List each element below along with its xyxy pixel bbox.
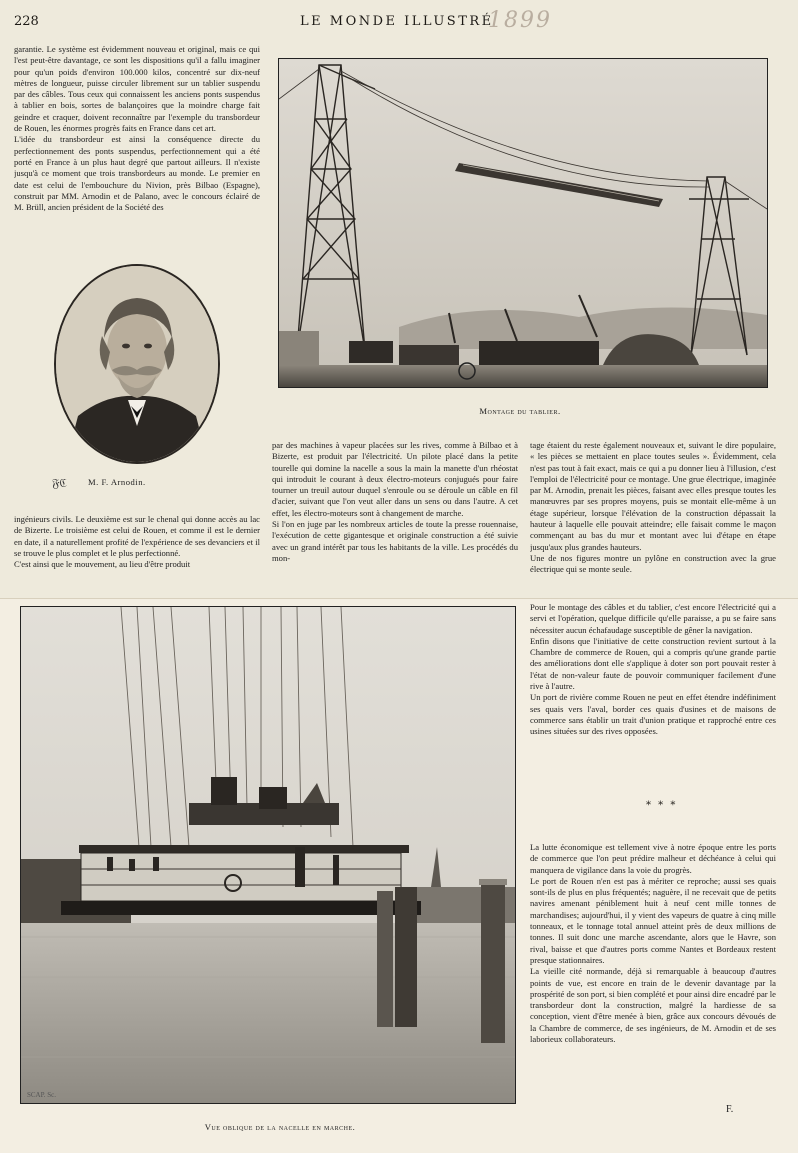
top-photo-caption: Montage du tablier.	[479, 406, 561, 416]
portrait-illustration	[56, 266, 218, 462]
article-column-middle: par des machines à vapeur placées sur les rives, comme à Bilbao et à Bizerte, est produit par l'électricité. Un pilote placé dans la petite tourelle qui domine la nacelle a sous la main la manette d'un rhéostat qui introduit le courant à deux électro-moteurs conjugués pour faire tourner un treuil autour duquel s'enroule ou se déroule un câble en fil d'acier, suivant que l'on veut aller dans un sens ou dans l'autre. A cet effet, les électro-moteurs sont à changement de marche. Si l'on en juge par les nombreux articles de toute la presse rouennaise, l'exécution de cette gigantesque et originale construction a été suivie avec un grand intérêt par tous les habitants de la ville. Les procédés du mon-	[272, 440, 518, 563]
monogram-mark: 𝔉ℭ	[52, 476, 67, 490]
top-photo-deck-assembly	[278, 58, 768, 388]
portrait-photo	[54, 264, 220, 464]
handwritten-year: 1899	[488, 8, 552, 33]
portrait-caption: M. F. Arnodin.	[88, 477, 146, 487]
bottom-photo-gondola	[20, 606, 516, 1104]
article-column-right-bottom-1: Pour le montage des câbles et du tablier, c'est encore l'électricité qui a servi et l'opération, quelque difficile qu'elle paraisse, a pu se faire sans nécessiter aucun échafaudage susceptible de gêner la navigation. Enfin disons que l'initiative de cette construction revient surtout à la Chambre de commerce de Rouen, qui a compris qu'une grande partie des améliorations dont elle s'applique à doter son port pouvait rester à l'état de non-valeur faute de pouvoir communiquer facilement d'une rive à l'autre. Un port de rivière comme Rouen ne peut en effet étendre indéfiniment ses quais vers l'aval, border ces quais d'usines et de maisons de commerce sans établir un trait d'union pratique et rapproché entre ces usines situées sur des rives opposées.	[530, 602, 776, 737]
article-column-right-bottom-2: La lutte économique est tellement vive à notre époque entre les ports de commerce que l'on peut prédire malheur et déchéance à celui qui manquera de vigilance dans la voie du progrès. Le port de Rouen n'en est pas à mériter ce reproche; aussi ses quais sont-ils de plus en plus fréquentés; naguère, il ne recevait que de petits navires amenant péniblement huit à neuf cent mille tonnes de marchandises; aujourd'hui, il y vient des vapeurs de quatre à cinq mille tonneaux, et le tonnage total annuel atteint près de deux millions de tonnes. Il suit donc une marche ascendante, alors que le Havre, son rival, baisse et que d'autres ports comme Nantes et Bordeaux restent presque stationnaires. La vieille cité normande, déjà si remarquable à beaucoup d'autres points de vue, est encore en train de le devenir davantage par la prospérité de son port, si bien complété et pour ainsi dire encadré par le transbordeur dont la construction, malgré la hardiesse de sa conception, vient d'être menée à bien, grâce aux concours dévoués de la Chambre de commerce, de ses ingénieurs, de M. Arnodin et de ses laborieux collaborateurs.	[530, 842, 776, 1045]
article-signature: F.	[726, 1104, 734, 1115]
gondola-crossing-illustration	[21, 607, 515, 1103]
page-number: 228	[14, 14, 39, 29]
article-column-left-top: garantie. Le système est évidemment nouveau et original, mais ce qui l'est peut-être davantage, ce sont les dispositions qu'il a fallu imaginer pour qu'un poids d'environ 100.000 kilos, concentré sur dix-neuf mètres de longueur, puisse circuler librement sur un tablier suspendu par des câbles. Tous ceux qui connaissent les anciens ponts suspendus à tablier en bois, sortes de balançoires que la moindre charge fait geindre et craquer, doivent reconnaître par l'exemple du transbordeur de Rouen, les énormes progrès faits en France dans cet art. L'idée du transbordeur est ainsi la conséquence directe du perfectionnement des ponts suspendus, perfectionnement qui a été porté en France à un plus haut degré que partout ailleurs. Il n'existe jusqu'à ce moment que trois transbordeurs au monde. Le premier en date est celui de l'embouchure du Nivion, près Bilbao (Espagne), construit par MM. Arnodin et de Palano, avec le concours éclairé de M. Brüll, ancien président de la Société des	[14, 44, 260, 213]
tower-construction-illustration	[279, 59, 767, 387]
section-break-stars: * * *	[646, 800, 678, 811]
article-column-left-bottom: ingénieurs civils. Le deuxième est sur le chenal qui donne accès au lac de Bizerte. Le troisième est celui de Rouen, et comme il est le dernier en date, il a naturellement profité de l'expérience de ses devanciers et il se trouve le plus complet et le plus perfectionné. C'est ainsi que le mouvement, au lieu d'être produit	[14, 514, 260, 570]
article-column-right-top: tage étaient du reste également nouveaux et, suivant le dire populaire, « les pièces se mettaient en place toutes seules ». Évidemment, cela n'est pas tout à fait exact, mais ce qui a pu donner lieu à l'illusion, c'est l'emploi de l'électricité pour ce montage. Une grue électrique, imaginée par M. Arnodin, prenait les pièces, faisant avec elles presque toutes les manœuvres par ses propres moyens, puis se montait elle-même à un étage supérieur, lorsque l'élévation de la construction dépassait la hauteur à laquelle elle pouvait atteindre; elle faisait comme le maçon commençant au bas du mur et montant avec lui d'étape en étape jusqu'aux plus grandes hauteurs. Une de nos figures montre un pylône en construction avec la grue électrique qui se monte seule.	[530, 440, 776, 575]
engraver-mark: SCAP. Sc.	[27, 1091, 56, 1099]
journal-title: LE MONDE ILLUSTRÉ	[300, 14, 494, 29]
bottom-photo-caption: Vue oblique de la nacelle en marche.	[204, 1122, 356, 1132]
